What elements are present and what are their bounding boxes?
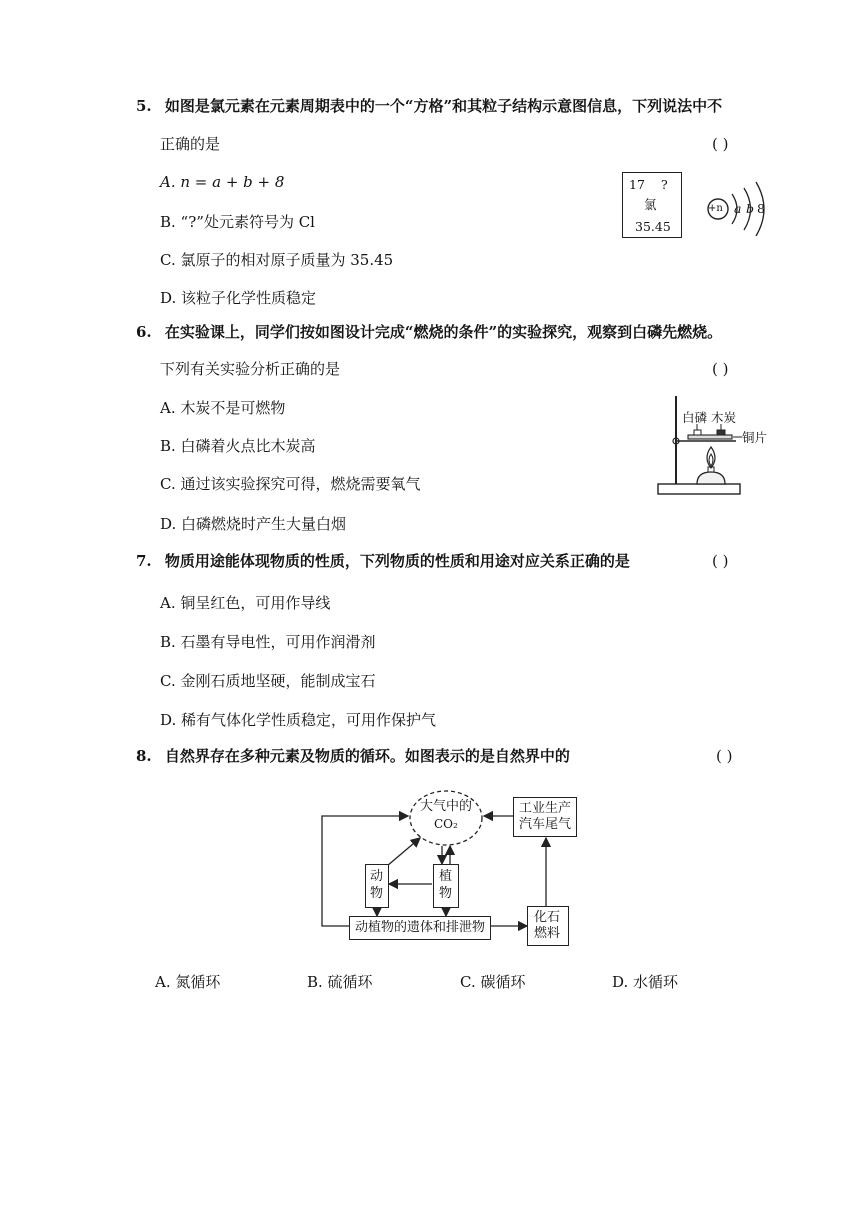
plants-box — [433, 864, 459, 908]
q7-option-d: D. 稀有气体化学性质稳定，可用作保护气 — [160, 711, 437, 729]
q5-stem-text: 如图是氯元素在元素周期表中的一个“方格”和其粒子结构示意图信息，下列说法中不 — [164, 97, 723, 115]
co2-label-line2: CO₂ — [434, 817, 458, 831]
q6-stem-line2: 下列有关实验分析正确的是 — [160, 360, 341, 378]
q5-option-d: D. 该粒子化学性质稳定 — [160, 289, 317, 307]
label-copper-sheet: 铜片 — [742, 430, 768, 445]
animals-line1: 动 — [370, 869, 384, 884]
q6-answer-blank: ( ) — [712, 360, 729, 378]
q7-option-b: B. 石墨有导电性，可用作润滑剂 — [160, 633, 376, 651]
tile-symbol: ? — [661, 177, 668, 192]
tile-atomic-number: 17 — [629, 177, 645, 192]
q6-option-b: B. 白磷着火点比木炭高 — [160, 437, 316, 455]
q7-option-c: C. 金刚石质地坚硬，能制成宝石 — [160, 672, 376, 690]
fossil-fuel-box — [527, 906, 569, 946]
q8-option-c: C. 碳循环 — [460, 973, 526, 991]
label-white-phosphorus: 白磷 — [682, 410, 708, 425]
q8-option-a: A. 氮循环 — [155, 973, 221, 991]
nucleus-charge: +n — [708, 203, 723, 214]
q8-option-d: D. 水循环 — [612, 973, 679, 991]
fossil-line2: 燃料 — [534, 926, 561, 941]
q5-option-c: C. 氯原子的相对原子质量为 35.45 — [160, 251, 394, 269]
animals-line2: 物 — [370, 886, 384, 901]
q8-stem-text: 自然界存在多种元素及物质的循环。如图表示的是自然界中的 — [164, 747, 570, 765]
shell-2-electrons: b — [746, 201, 755, 216]
q5-stem-line2: 正确的是 — [160, 135, 221, 153]
q5-number: 5. — [136, 97, 152, 115]
q6-option-c: C. 通过该实验探究可得，燃烧需要氧气 — [160, 475, 421, 493]
q8-answer-blank: ( ) — [716, 747, 733, 765]
q6-option-d: D. 白磷燃烧时产生大量白烟 — [160, 515, 347, 533]
q6-number: 6. — [136, 323, 152, 341]
q6-stem-text: 在实验课上，同学们按如图设计完成“燃烧的条件”的实验探究，观察到白磷先燃烧。 — [164, 323, 723, 341]
co2-label-line1: 大气中的 — [420, 799, 473, 814]
q7-option-a: A. 铜呈红色，可用作导线 — [160, 594, 331, 612]
plants-line1: 植 — [439, 869, 453, 884]
q6-option-a: A. 木炭不是可燃物 — [160, 399, 286, 417]
label-charcoal: 木炭 — [711, 410, 737, 425]
industry-box — [513, 797, 577, 837]
industry-line1: 工业生产 — [519, 801, 572, 816]
q8-number: 8. — [136, 747, 152, 765]
q7-stem-text: 物质用途能体现物质的性质，下列物质的性质和用途对应关系正确的是 — [164, 552, 630, 570]
animals-box — [365, 864, 389, 908]
q5-answer-blank: ( ) — [712, 135, 729, 153]
plants-line2: 物 — [439, 886, 453, 901]
q5-option-a: A. n = a + b + 8 — [160, 173, 285, 191]
q7-number: 7. — [136, 552, 152, 570]
q7-answer-blank: ( ) — [712, 552, 729, 570]
remains-box — [349, 916, 491, 940]
industry-line2: 汽车尾气 — [519, 817, 572, 832]
q8-option-b: B. 硫循环 — [307, 973, 373, 991]
q5-option-b: B. “?”处元素符号为 Cl — [160, 213, 315, 231]
remains-label: 动植物的遗体和排泄物 — [355, 920, 486, 935]
shell-3-electrons: 8 — [757, 201, 765, 216]
tile-element-name: 氯 — [644, 197, 657, 212]
fossil-line1: 化石 — [534, 910, 561, 925]
shell-1-electrons: a — [734, 201, 742, 216]
tile-atomic-mass: 35.45 — [635, 219, 671, 234]
